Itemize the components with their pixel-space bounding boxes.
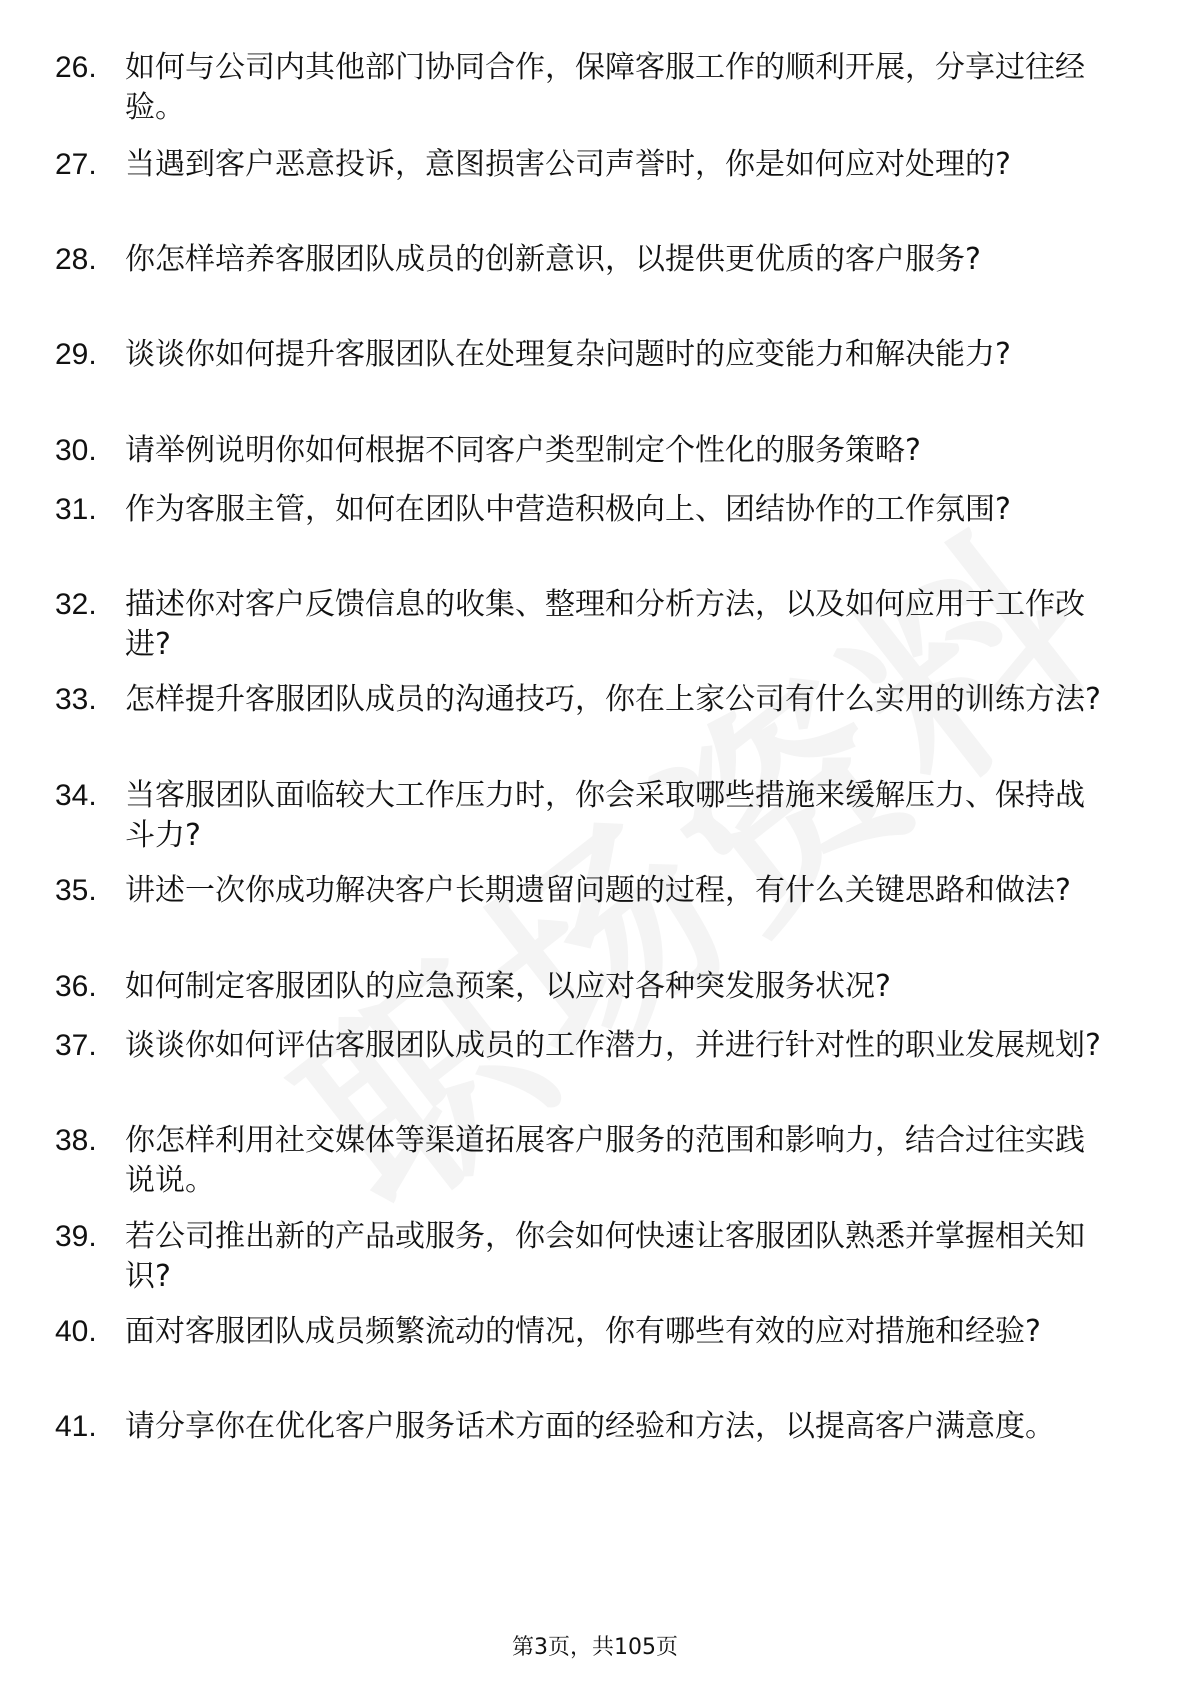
question-text: 讲述一次你成功解决客户长期遗留问题的过程，有什么关键思路和做法? [125,873,1071,908]
question-number: 32. [55,588,97,621]
question-text: 描述你对客户反馈信息的收集、整理和分析方法，以及如何应用于工作改进? [125,587,1085,662]
question-text: 当遇到客户恶意投诉，意图损害公司声誉时，你是如何应对处理的? [125,147,1011,182]
page-number-footer: 第3页，共105页 [512,1635,678,1660]
question-text: 面对客服团队成员频繁流动的情况，你有哪些有效的应对措施和经验? [125,1314,1041,1349]
question-number: 28. [55,243,97,276]
question-number: 31. [55,493,97,526]
question-number: 41. [55,1410,97,1443]
question-number: 26. [55,51,97,84]
question-text: 怎样提升客服团队成员的沟通技巧，你在上家公司有什么实用的训练方法? [125,682,1101,717]
question-text: 谈谈你如何评估客服团队成员的工作潜力，并进行针对性的职业发展规划? [125,1028,1101,1063]
question-number: 33. [55,683,97,716]
question-number: 36. [55,970,97,1003]
question-text: 若公司推出新的产品或服务，你会如何快速让客服团队熟悉并掌握相关知识? [125,1219,1085,1294]
question-text: 如何与公司内其他部门协同合作，保障客服工作的顺利开展，分享过往经验。 [125,50,1085,125]
question-text: 请分享你在优化客户服务话术方面的经验和方法，以提高客户满意度。 [125,1409,1055,1444]
question-text: 当客服团队面临较大工作压力时，你会采取哪些措施来缓解压力、保持战斗力? [125,778,1085,853]
question-text: 谈谈你如何提升客服团队在处理复杂问题时的应变能力和解决能力? [125,337,1011,372]
question-number: 38. [55,1124,97,1157]
question-number: 39. [55,1220,97,1253]
question-text: 你怎样培养客服团队成员的创新意识，以提供更优质的客户服务? [125,242,981,277]
question-number: 35. [55,874,97,907]
question-text: 请举例说明你如何根据不同客户类型制定个性化的服务策略? [125,433,921,468]
question-number: 40. [55,1315,97,1348]
question-number: 34. [55,779,97,812]
question-text: 作为客服主管，如何在团队中营造积极向上、团结协作的工作氛围? [125,492,1011,527]
question-number: 37. [55,1029,97,1062]
question-text: 你怎样利用社交媒体等渠道拓展客户服务的范围和影响力，结合过往实践说说。 [125,1123,1085,1198]
question-number: 29. [55,338,97,371]
question-number: 27. [55,148,97,181]
question-number: 30. [55,434,97,467]
question-text: 如何制定客服团队的应急预案，以应对各种突发服务状况? [125,969,891,1004]
